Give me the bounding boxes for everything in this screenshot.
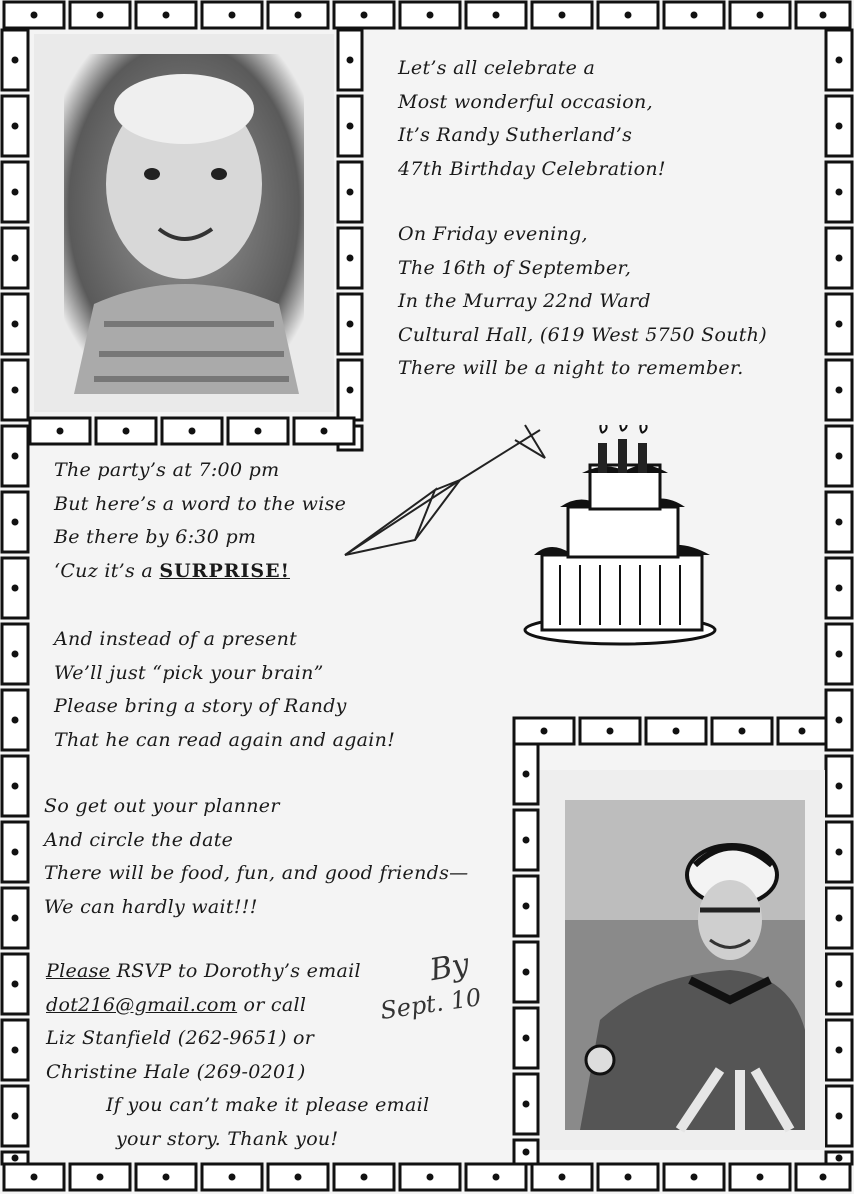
- border-dot: [820, 1174, 827, 1181]
- story-request: If you can’t make it please email: [106, 1094, 430, 1116]
- border-dot: [31, 1174, 38, 1181]
- border-dot: [836, 1113, 843, 1120]
- border-dot: [12, 189, 19, 196]
- event-details: [398, 218, 767, 386]
- verse-line: On Friday evening,: [398, 223, 588, 245]
- rsvp-line: [46, 955, 429, 989]
- border-dot: [757, 1174, 764, 1181]
- verse-text: ‘Cuz it’s a: [54, 559, 154, 582]
- border-dot: [625, 1174, 632, 1181]
- email-link[interactable]: dot216@gmail.com: [46, 993, 238, 1016]
- border-dot: [347, 189, 354, 196]
- border-dot: [163, 12, 170, 19]
- rsvp-line: [46, 989, 429, 1023]
- border-dot: [31, 12, 38, 19]
- border-dot: [523, 1101, 530, 1108]
- border-dot: [799, 728, 806, 735]
- border-dot: [559, 1174, 566, 1181]
- border-dot: [229, 12, 236, 19]
- border-dot: [836, 387, 843, 394]
- border-dot: [607, 728, 614, 735]
- border-dot: [836, 1047, 843, 1054]
- contact-liz: Liz Stanfield (262-9651) or: [46, 1027, 315, 1049]
- verse-line: That he can read again and again!: [54, 728, 396, 751]
- verse-line: There will be a night to remember.: [398, 357, 744, 379]
- border-dot: [691, 1174, 698, 1181]
- border-dot: [123, 428, 130, 435]
- rsvp-block: [46, 955, 429, 1156]
- border-dot: [347, 321, 354, 328]
- border-dot: [12, 585, 19, 592]
- border-dot: [427, 1174, 434, 1181]
- border-dot: [12, 1047, 19, 1054]
- border-dot: [836, 849, 843, 856]
- handwritten-by: By: [427, 946, 472, 989]
- verse-line: Most wonderful occasion,: [398, 90, 653, 113]
- border-dot: [493, 12, 500, 19]
- border-dot: [12, 981, 19, 988]
- border-dot: [347, 387, 354, 394]
- border-dot: [523, 1149, 530, 1156]
- planner-verse: [44, 790, 468, 924]
- border-dot: [12, 453, 19, 460]
- border-dot: [347, 57, 354, 64]
- border-dot: [523, 771, 530, 778]
- border-dot: [189, 428, 196, 435]
- paper-airplane-doodle: [340, 420, 560, 560]
- border-dot: [836, 321, 843, 328]
- border-dot: [625, 12, 632, 19]
- cyclist-photo: [540, 770, 825, 1150]
- border-dot: [12, 519, 19, 526]
- border-dot: [836, 189, 843, 196]
- border-dot: [836, 783, 843, 790]
- border-dot: [836, 453, 843, 460]
- rsvp-text: or call: [237, 993, 307, 1016]
- verse-line: Cultural Hall, (619 West 5750 South): [398, 323, 767, 346]
- border-dot: [12, 915, 19, 922]
- border-dot: [836, 651, 843, 658]
- verse-line: The party’s at 7:00 pm: [54, 459, 280, 481]
- border-dot: [12, 321, 19, 328]
- border-dot: [163, 1174, 170, 1181]
- border-dot: [523, 837, 530, 844]
- handwritten-date: Sept. 10: [378, 983, 483, 1025]
- border-dot: [493, 1174, 500, 1181]
- verse-line: But here’s a word to the wise: [54, 492, 347, 515]
- party-time-verse: [54, 454, 346, 588]
- border-dot: [836, 915, 843, 922]
- verse-line: It’s Randy Sutherland’s: [398, 124, 633, 146]
- border-dot: [427, 12, 434, 19]
- border-dot: [347, 255, 354, 262]
- border-dot: [255, 428, 262, 435]
- thank-you: your story. Thank you!: [116, 1127, 339, 1150]
- border-dot: [836, 717, 843, 724]
- verse-line: We’ll just “pick your brain”: [54, 661, 324, 684]
- rsvp-text: RSVP to Dorothy’s email: [110, 960, 361, 982]
- please-word: Please: [46, 960, 111, 982]
- border-dot: [12, 849, 19, 856]
- verse-line: The 16th of September,: [398, 256, 632, 279]
- border-dot: [691, 12, 698, 19]
- border-dot: [347, 123, 354, 130]
- border-dot: [757, 12, 764, 19]
- border-dot: [12, 1155, 19, 1162]
- intro-verse: [398, 52, 666, 186]
- border-dot: [836, 585, 843, 592]
- border-dot: [12, 1113, 19, 1120]
- border-dot: [559, 12, 566, 19]
- border-dot: [12, 255, 19, 262]
- border-dot: [97, 1174, 104, 1181]
- contact-christine: Christine Hale (269-0201): [46, 1060, 306, 1083]
- verse-line: And circle the date: [44, 828, 234, 851]
- border-dot: [361, 12, 368, 19]
- border-dot: [12, 783, 19, 790]
- border-dot: [836, 123, 843, 130]
- border-dot: [321, 428, 328, 435]
- border-dot: [836, 981, 843, 988]
- border-dot: [541, 728, 548, 735]
- border-dot: [820, 12, 827, 19]
- present-verse: [54, 623, 395, 757]
- border-dot: [523, 903, 530, 910]
- verse-line: Let’s all celebrate a: [398, 57, 596, 79]
- border-dot: [836, 57, 843, 64]
- border-dot: [739, 728, 746, 735]
- border-dot: [523, 969, 530, 976]
- border-dot: [295, 12, 302, 19]
- verse-line: Be there by 6:30 pm: [54, 526, 257, 548]
- border-dot: [836, 1155, 843, 1162]
- verse-line: So get out your planner: [44, 795, 280, 817]
- border-dot: [12, 57, 19, 64]
- verse-line: 47th Birthday Celebration!: [398, 157, 666, 180]
- border-dot: [523, 1035, 530, 1042]
- verse-line: And instead of a present: [54, 628, 298, 650]
- verse-line: There will be food, fun, and good friends—: [44, 862, 469, 884]
- border-dot: [97, 12, 104, 19]
- verse-line: Please bring a story of Randy: [54, 695, 347, 717]
- border-dot: [12, 651, 19, 658]
- verse-line: [54, 555, 346, 589]
- border-dot: [12, 717, 19, 724]
- border-dot: [57, 428, 64, 435]
- border-dot: [295, 1174, 302, 1181]
- border-dot: [836, 255, 843, 262]
- verse-line: We can hardly wait!!!: [44, 895, 258, 918]
- border-dot: [12, 387, 19, 394]
- border-dot: [12, 123, 19, 130]
- surprise-word: SURPRISE!: [159, 559, 290, 582]
- border-dot: [361, 1174, 368, 1181]
- baby-photo: [34, 34, 334, 412]
- border-dot: [229, 1174, 236, 1181]
- border-dot: [836, 519, 843, 526]
- border-dot: [673, 728, 680, 735]
- verse-line: In the Murray 22nd Ward: [398, 290, 651, 312]
